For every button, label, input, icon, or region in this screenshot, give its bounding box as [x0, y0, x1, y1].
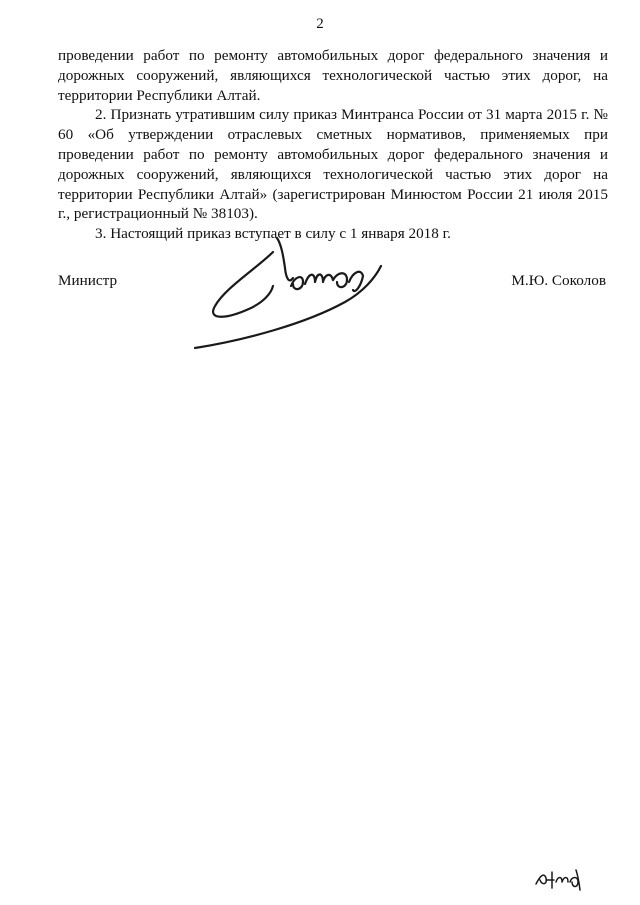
document-body [58, 46, 608, 244]
signatory-title: Министр [58, 272, 118, 289]
paragraph-item-3: 3. Настоящий приказ вступает в силу с 1 января 2018 г. [95, 225, 451, 243]
signatory-name: М.Ю. Соколов [511, 272, 606, 289]
handwritten-initials [532, 862, 584, 892]
page-number: 2 [316, 16, 324, 32]
paragraph-item-2: 2. Признать утратившим силу приказ Минтранса России от 31 марта 2015 г. № 60 «Об утверждении отраслевых сметных нормативов, применяемых при проведении работ по ремонту автомобильных дорог федерального значения и дорожных сооружений, являющихся технологической частью этих дорог на территории Республики Алтай» (зарегистрирован Минюстом России 21 июля 2015 г., регистрационный № 38103). [58, 106, 608, 223]
handwritten-signature [185, 228, 385, 358]
paragraph-continuation: проведении работ по ремонту автомобильных дорог федерального значения и дорожных сооружений, являющихся технологической частью этих дорог, на территории Республики Алтай. [58, 47, 608, 104]
